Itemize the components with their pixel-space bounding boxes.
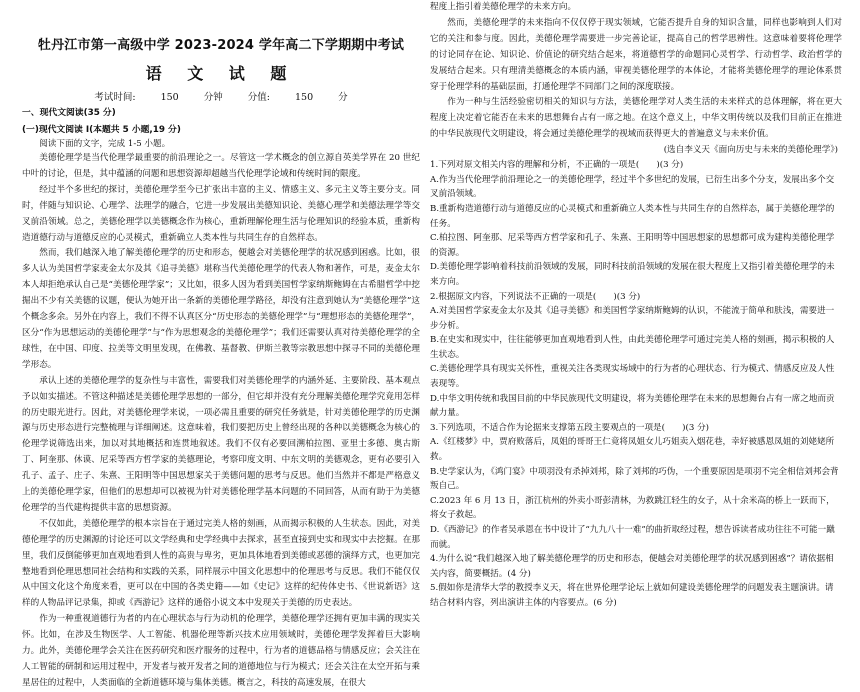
passage-paragraph: 不仅如此，美德伦理学的根本宗旨在于通过完美人格的刻画，从而揭示积极的人生状态。因此，对美德伦理学的历史渊源的讨论还可以文学经典和史学经典中去探求，甚至直接到史实和现实中去挖掘。在那里，我们反倒能够更加直观地看到人性的高贵与卑劣，更加具体地看到美德或恶德的演绎方式，也更加完整地看到伦理思想同社会结构和实践的关系，同样展示中国文化思想中的伦理思考与反思。我们不能仅仅从中国文化这个角度来看，更可以在中国的各类史籍——如《史记》这样的纪传体史书、《世说新语》这样的人物品评记录集，抑或《西游记》这样的通俗小说文本中发现关于美德的历史表达。 <box>22 518 420 609</box>
option-a: A.《红楼梦》中，贾府败落后，凤姐的哥哥王仁竟将凤姐女儿巧姐卖入烟花巷，幸好被感恩凤姐的刘姥姥所救。 <box>430 437 835 463</box>
reading-instruction: 阅读下面的文字，完成 1-5 小题。 <box>39 139 171 149</box>
section-heading: 一、现代文阅读(35 分) <box>22 108 116 118</box>
option-c: C.美德伦理学具有现实关怀性，重视关注各类现实场域中的行为者的心理状态、行为模式、情感反应及人性表现等。 <box>430 364 835 390</box>
passage-source: (选自李义天《面向历史与未来的美德伦理学》) <box>663 145 838 156</box>
passage-paragraph: 美德伦理学是当代伦理学最重要的前沿理论之一。尽管这一学术概念的创立源自英美学界在 20 世纪中叶的讨论，但是，其中蕴涵的问题和思想资源却超越当代伦理学论域和传统时间的限度。 <box>22 153 420 179</box>
option-d: D.《西游记》的作者吴承恩在书中设计了“九九八十一难”的曲折取经过程，想告诉读者成功往往不可能一蹴而就。 <box>430 525 835 550</box>
passage-paragraph: 然而，我们越深入地了解美德伦理学的历史和形态，便越会对美德伦理学的状况感到困惑。比如，很多人认为美国哲学家麦金太尔及其《追寻美德》堪称当代美德伦理学的代表人物和著作，可是，麦金太尔本人却拒绝承认自己是“美德伦理学家”；又比如，很多人因为看到美国哲学家纳斯鲍姆在古希腊哲学中挖掘出不少有关美德的议题，便认为她开出一条新的美德伦理学路径，却没有注意到她认为“美德伦理学”这个概念多余。另外在内容上，我们不得不认真区分“历史形态的美德伦理学”与“理想形态的美德伦理学”，区分“作为思想运动的美德伦理学”与“作为思想观念的美德伦理学”；我们还需要认真对待美德伦理学的全球性，在中国、印度、拉美等文明里发现，在佛教、基督教、伊斯兰教等宗教思想中探寻不同的美德伦理学形态。 <box>22 248 420 370</box>
exam-info <box>22 89 420 103</box>
question-1: 1.下列对原文相关内容的理解和分析，不正确的一项是( )(3 分) <box>430 160 684 171</box>
exam-time: 考试时间: 150 分钟 <box>94 92 223 103</box>
option-b: B.史学家认为，《鸿门宴》中项羽没有杀掉刘邦，除了刘邦的巧伪，一个重要原因是项羽不完全相信刘邦会背叛自己。 <box>430 466 839 492</box>
question-3: 3.下列选项，不适合作为论据来支撑第五段主要观点的一项是( )(3 分) <box>430 422 710 433</box>
option-c: C.柏拉图、阿奎那、尼采等西方哲学家和孔子、朱熹、王阳明等中国思想家的思想都可成为建构美德伦理学的资源。 <box>430 233 835 258</box>
passage-continuation: 程度上指引着美德伦理学的未来方向。 <box>430 2 577 12</box>
left-column <box>22 0 420 688</box>
passage-paragraph: 作为一种与生活经验密切相关的知识与方法，美德伦理学对人类生活的未来样式的总体理解，将在更大程度上决定着它能否在未来的思想舞台占有一席之地。在这个意义上，中华文明传统以及我们目前正在推进的中华民族现代文明建设，将会通过美德伦理学的视域而获得更大的普遍意义与未来价值。 <box>430 97 842 140</box>
question-2: 2.根据原文内容，下列说法不正确的一项是( )(3 分) <box>430 291 641 302</box>
passage-paragraph: 承认上述的美德伦理学的复杂性与丰富性，需要我们对美德伦理学的内涵外延、主要阶段、基本观点予以如实描述。不管这种描述是美德伦理学思想的一部分，但它却并没有充分理解美德伦理学究竟用怎样的历史眼光进行。因此，对美德伦理学来说，一项必需且重要的研究任务就是，针对美德伦理学的历史渊源与历史形态进行完整梳理与详细阐述。这意味着，我们要把历史上曾经出现的各种以美德概念为核心的伦理学说筛选出来，加以对其地概括和连贯地叙述。我们不仅有必要回溯柏拉图、亚里士多德、奥古斯丁、阿奎那、休谟、尼采等西方哲学家的美德理论，考察印度文明、中东文明的美德观念，更有必要引入孔子、孟子、庄子、朱熹、王阳明等中国思想家关于美德问题的思考与反思。他们当然并不都是严格意义上的美德伦理学家，但他们的思想却可以被视为针对美德伦理学基本问题的不同回答，从而有助于为美德伦理学的当代建构提供丰富的思想资源。 <box>22 375 420 513</box>
option-b: B.在史实和现实中，往往能够更加直观地看到人性，由此美德伦理学可通过完美人格的刻画，揭示积极的人生状态。 <box>430 335 835 360</box>
passage-paragraph: 然而，美德伦理学的未来指向不仅仅停于现实领域，它能否提升自身的知识含量，同样也影响到人们对它的关注和参与度。因此，美德伦理学需要进一步完善论证，提高自己的哲学思辨性。这意味着要将伦理学的讨论同存在论、知识论、价值论的研究结合起来，将道德哲学的命题同心灵哲学、行动哲学、政治哲学的发展结合起来。只有理清美德概念的本质内涵，审视美德伦理学的本体论，才能将美德伦理学的理论体系贯穿于伦理学科的基础层面，打通伦理学不同部门之间的深度联接。 <box>430 17 842 92</box>
right-column <box>430 0 842 607</box>
option-d: D.美德伦理学影响着科技前沿领域的发展，同时科技前沿领域的发展在很大程度上又指引着美德伦理学的未来方向。 <box>430 262 835 287</box>
question-4: 4.为什么说“我们越深入地了解美德伦理学的历史和形态，便越会对美德伦理学的状况感到困惑”？请依据相关内容，简要概括。(4 分) <box>430 554 834 579</box>
option-b: B.重新构造道德行动与道德反应的心灵模式和重新确立人类本性与共同生存的自然样态，属于美德伦理学的任务。 <box>430 203 835 229</box>
passage-paragraph: 经过半个多世纪的探讨，美德伦理学至今已扩张出丰富的主义、情感主义、多元主义等主要分支。同时，伴随与知识论、心理学、法理学的融合，它进一步发展出美德知识论、美德心理学和美德法理学等交叉前沿领域。总之，美德伦理学以美德概念作为核心，重新理解伦理生活与伦理知识的经验本质，重新构造道德行动与道德反应的心灵模式，重新确立人类本性与共同生存的自然样态。 <box>22 184 420 243</box>
option-d: D.中华文明传统和我国目前的中华民族现代文明建设，将为美德伦理学在未来的思想舞台占有一席之地而贡献力量。 <box>430 393 835 419</box>
question-5: 5.假如你是清华大学的教授李义天，将在世界伦理学论坛上就如何建设美德伦理学的问题发表主题演讲。请结合材料内容，列出演讲主体的内容要点。(6 分) <box>430 583 834 608</box>
option-a: A.作为当代伦理学前沿理论之一的美德伦理学，经过半个多世纪的发展，已衍生出多个分支，发展出多个交叉前沿领域。 <box>430 174 835 200</box>
exam-title: 牡丹江市第一高级中学 2023-2024 学年高二下学期期中考试 <box>37 38 405 53</box>
passage-paragraph: 作为一种重视道德行为者的内在心理状态与行为动机的伦理学，美德伦理学还拥有更加丰满的现实关怀。比如，在涉及生物医学、人工智能、机器伦理等新兴技术应用领域时，美德伦理学发挥着巨大影响力。此外，美德伦理学会关注在医药研究和医疗服务的过程中，行为者的道德品格与情感反应；会关注在人工智能的研制和运用过程中，开发者与被开发者之间的道德地位与行为模式；还会关注在太空开拓与乘星居住的过程中，人类面临的全新道德环境与集体美德。概言之，科技的高速发展，在很大 <box>22 614 420 688</box>
option-c: C.2023 年 6 月 13 日，浙江杭州的外卖小哥彭清林，为救跳江轻生的女子，从十余米高的桥上一跃而下，将女子救起。 <box>430 495 835 521</box>
subject-title: 语 文 试 题 <box>145 64 297 83</box>
option-a: A.对美国哲学家麦金太尔及其《追寻美德》和美国哲学家纳斯鲍姆的认识，不能流于简单和肤浅，需要进一步分析。 <box>430 306 835 331</box>
section-subheading: (一)现代文阅读 I(本题共 5 小题,19 分) <box>22 125 181 135</box>
full-score: 分值: 150 分 <box>247 92 348 103</box>
